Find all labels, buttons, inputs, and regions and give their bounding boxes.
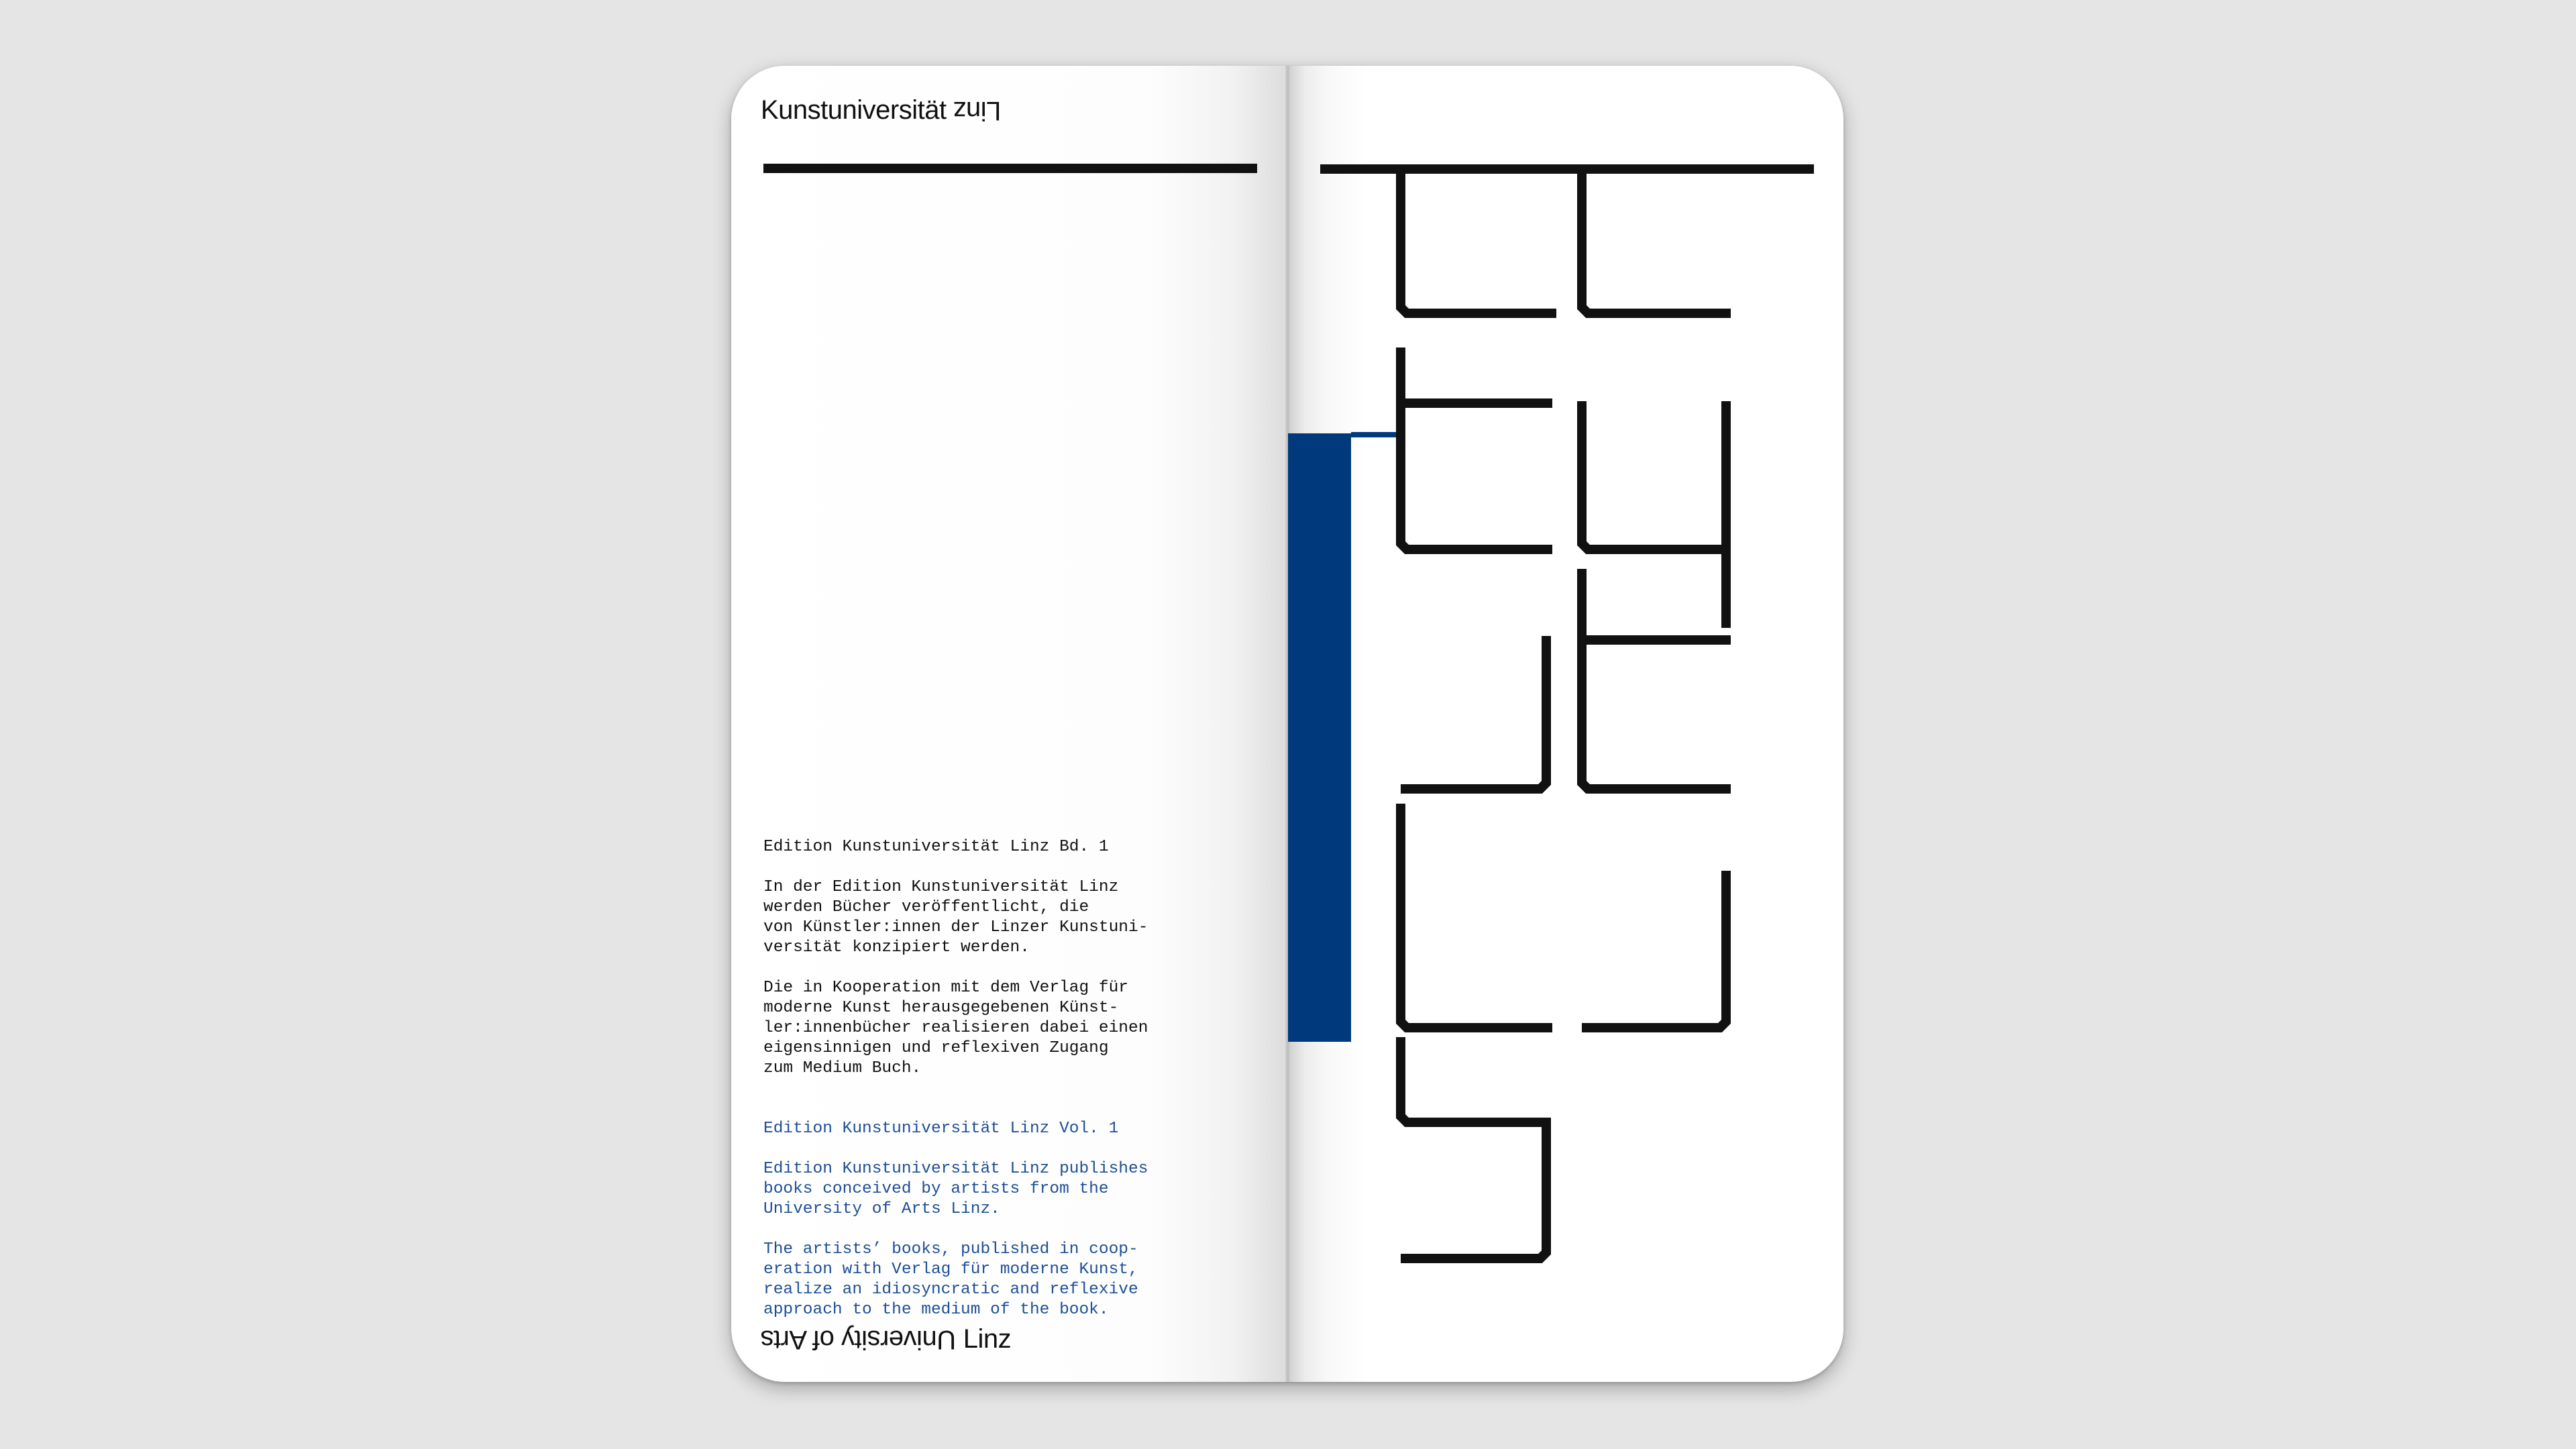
glyph-6	[1582, 569, 1731, 789]
open-book	[731, 66, 1843, 1382]
english-paragraph-1: Edition Kunstuniversität Linz publishes books conceived by artists from the University of Arts Linz.	[763, 1160, 1148, 1218]
glyph-8	[1582, 871, 1726, 1028]
vertical-title-glyphs	[731, 66, 1843, 1382]
german-paragraph-1: In der Edition Kunstuniversität Linz werden Bücher veröffentlicht, die von Künstler:innen der Linzer Kunstuni- versität konzipiert werden.	[763, 878, 1148, 957]
glyph-7	[1401, 804, 1552, 1028]
footer-logo-flipped: University of Arts	[761, 1325, 957, 1354]
glyph-9	[1401, 1037, 1546, 1258]
german-title: Edition Kunstuniversität Linz Bd. 1	[763, 838, 1109, 856]
glyph-3	[1401, 347, 1552, 549]
english-title: Edition Kunstuniversität Linz Vol. 1	[763, 1120, 1119, 1138]
glyph-4	[1582, 401, 1726, 628]
german-paragraph-2: Die in Kooperation mit dem Verlag für moderne Kunst herausgegebenen Künst- ler:innenbücher realisieren dabei einen eigensinnigen und reflexiven Zugang zum Medium Buch.	[763, 979, 1148, 1077]
footer-logo-suffix: Linz	[963, 1324, 1012, 1354]
glyph-2	[1582, 172, 1731, 313]
glyph-1	[1401, 172, 1556, 313]
glyph-5	[1401, 636, 1546, 789]
header-logo-flipped: Linz	[953, 96, 1002, 125]
english-paragraph-2: The artists’ books, published in coop- eration with Verlag für moderne Kunst, realize an idiosyncratic and reflexive approach to the medium of the book.	[763, 1240, 1138, 1319]
header-logo-prefix: Kunstuniversität	[761, 95, 954, 125]
